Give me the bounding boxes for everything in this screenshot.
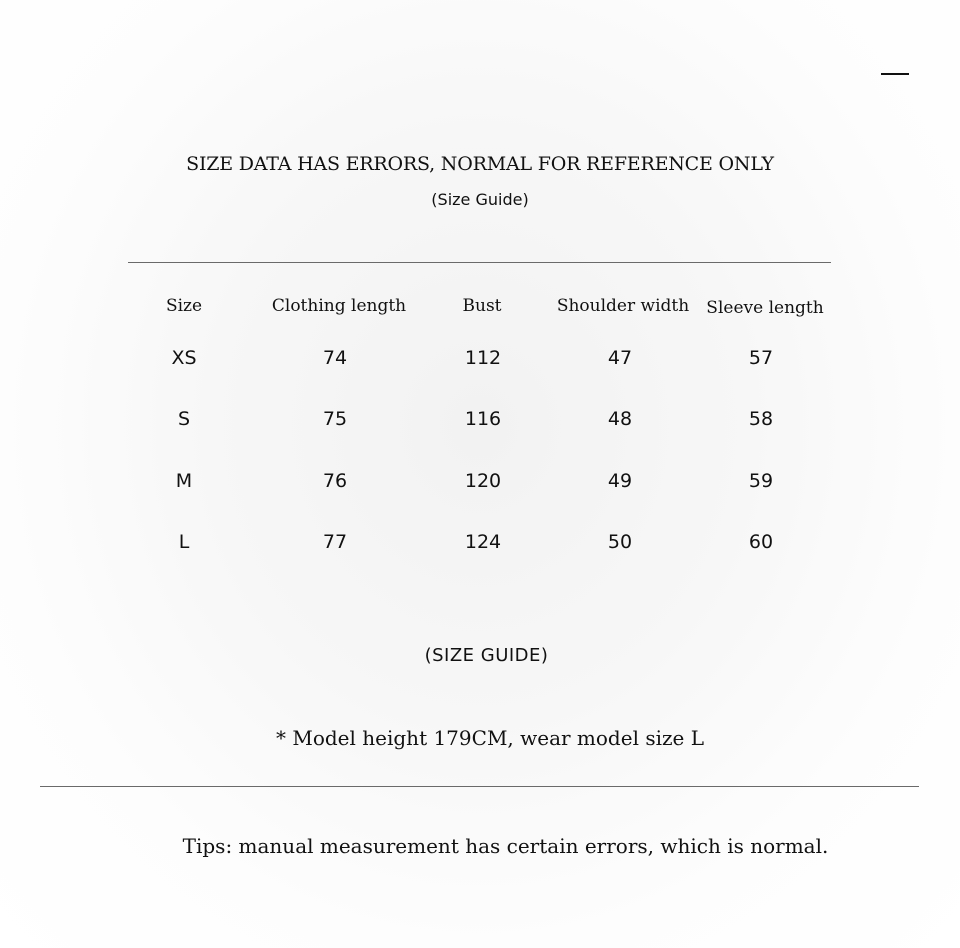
table-cell-bust: 112 [464,347,502,369]
table-cell-clothing-length: 76 [322,470,348,492]
table-cell-clothing-length: 75 [322,408,348,430]
column-header-size: Size [165,296,203,316]
table-cell-size: S [177,408,191,430]
size-guide-label: (SIZE GUIDE) [424,645,549,666]
table-cell-sleeve-length: 60 [748,531,774,553]
bottom-divider [40,786,919,787]
table-cell-bust: 124 [464,531,502,553]
column-header-bust: Bust [462,296,502,316]
model-note: * Model height 179CM, wear model size L [276,726,704,750]
table-cell-shoulder-width: 50 [607,531,633,553]
table-cell-sleeve-length: 58 [748,408,774,430]
table-cell-size: L [178,531,190,553]
table-cell-shoulder-width: 47 [607,347,633,369]
table-cell-clothing-length: 77 [322,531,348,553]
minimize-mark [881,73,909,75]
column-header-clothing-length: Clothing length [271,296,407,316]
top-divider [128,262,831,263]
table-cell-bust: 120 [464,470,502,492]
page-subtitle: (Size Guide) [431,190,529,209]
column-header-shoulder-width: Shoulder width [556,296,690,316]
table-cell-bust: 116 [464,408,502,430]
table-cell-size: XS [171,347,197,369]
table-cell-sleeve-length: 59 [748,470,774,492]
table-cell-sleeve-length: 57 [748,347,774,369]
tips-text: Tips: manual measurement has certain errors, which is normal. [182,834,829,858]
table-cell-shoulder-width: 49 [607,470,633,492]
table-cell-shoulder-width: 48 [607,408,633,430]
table-cell-size: M [175,470,193,492]
table-cell-clothing-length: 74 [322,347,348,369]
column-header-sleeve-length: Sleeve length [706,298,824,318]
page-title: SIZE DATA HAS ERRORS, NORMAL FOR REFERENCE ONLY [186,153,774,175]
